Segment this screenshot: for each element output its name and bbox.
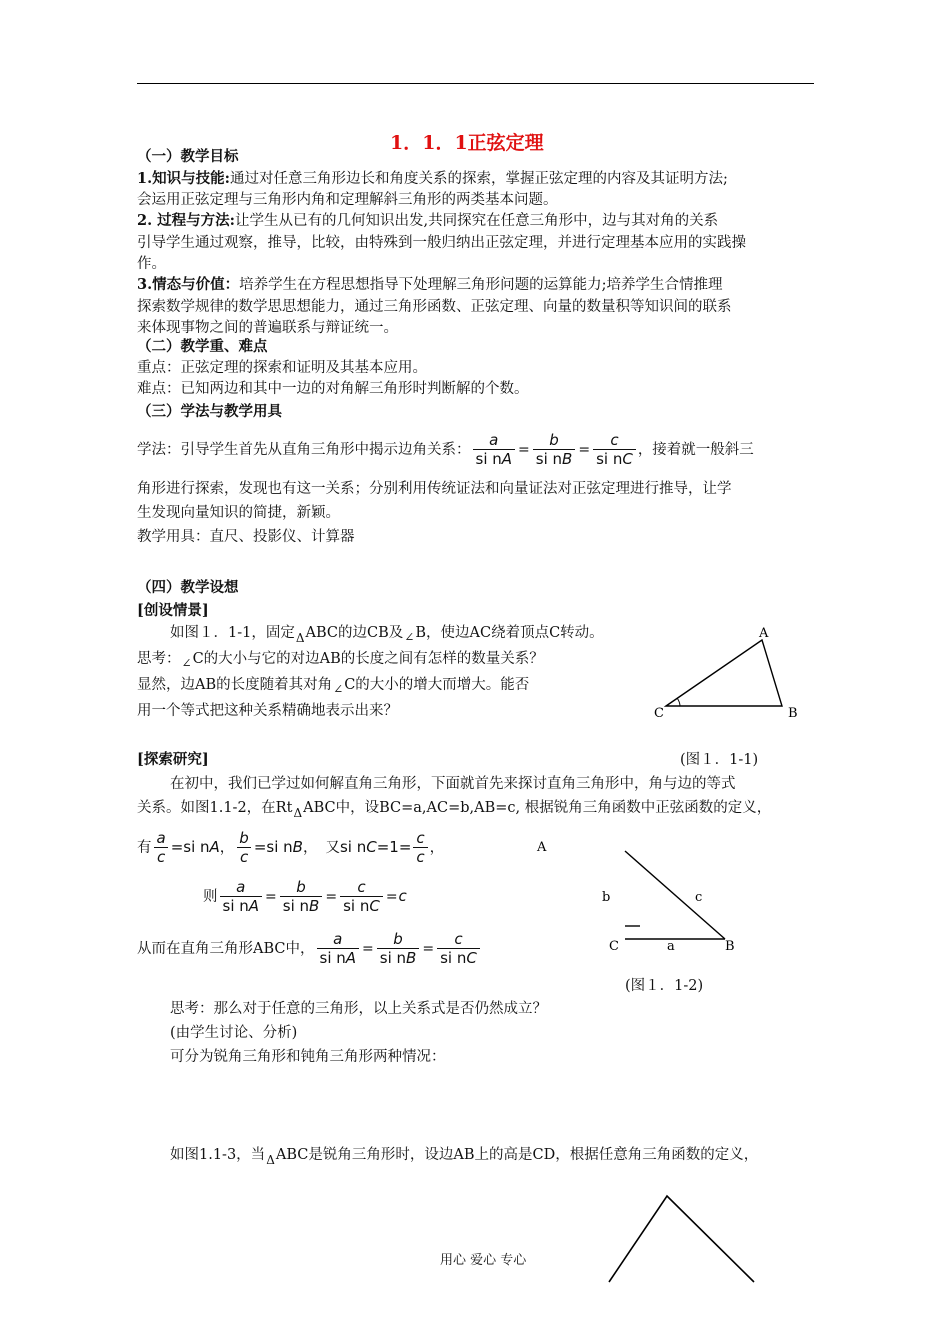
numerator: b	[549, 431, 559, 449]
process-text1: 让学生从已有的几何知识出发,共同探究在任意三角形中，边与其对角的关系	[235, 213, 719, 229]
method-pre: 学法：引导学生首先从直角三角形中揭示边角关系：	[137, 442, 471, 458]
numerator: c	[357, 878, 366, 896]
explore-text: ABC中，设BC=a,AC=b,AB=c, 根据锐角三角函数中正弦函数的定义，	[303, 800, 772, 816]
fraction-b-sinB	[280, 879, 323, 915]
scene-text: C的大小与它的对边AB的长度之间有怎样的数量关系？	[192, 651, 544, 667]
figure-1-2	[530, 836, 760, 966]
method-post: ，接着就一般斜三	[637, 442, 754, 458]
footer-text: 用心 爱心 专心	[440, 1253, 527, 1268]
side-c-label: c	[695, 890, 703, 905]
think-line: 思考：那么对于任意的三角形，以上关系式是否仍然成立？	[170, 1001, 547, 1017]
scene-text: 显然，边AB的长度随着其对角	[137, 677, 333, 693]
then-line	[203, 876, 407, 917]
emotion-line3: 来体现事物之间的普遍联系与辩证统一。	[137, 320, 398, 336]
numerator: b	[239, 829, 249, 847]
denominator: si nB	[280, 896, 323, 915]
equals: =	[362, 941, 374, 957]
difficulty: 难点：已知两边和其中一边的对角解三角形时判断解的个数。	[137, 381, 529, 397]
sin-b-expr: =si nB	[253, 838, 303, 856]
fraction-a-c	[154, 830, 169, 866]
cases-line: 可分为锐角三角形和钝角三角形两种情况：	[170, 1049, 446, 1065]
scene-text: 思考：	[137, 651, 181, 667]
sec3-heading: （三）学法与教学用具	[137, 403, 282, 420]
process-line2: 引导学生通过观察，推导，比较，由特殊到一般归纳出正弦定理，并进行定理基本应用的实践操	[137, 235, 746, 251]
fig3-line	[170, 1144, 758, 1166]
fraction-b-sinB	[533, 432, 576, 468]
relation-line	[137, 827, 444, 868]
denominator: si nC	[593, 449, 636, 468]
fig3-text: 如图1.1-3，当	[170, 1147, 266, 1163]
sec2-heading: （二）教学重、难点	[137, 338, 268, 355]
fraction-a-sinA	[317, 931, 360, 967]
explore-line1: 在初中，我们已学过如何解直角三角形，下面就首先来探讨直角三角形中，角与边的等式	[170, 776, 736, 792]
emotion-line2: 探索数学规律的数学思思想能力，通过三角形函数、正弦定理、向量的数量积等知识间的联系	[137, 299, 732, 315]
fraction-c-sinC	[437, 931, 480, 967]
numerator: c	[610, 431, 619, 449]
knowledge-text1: 通过对任意三角形边长和角度关系的探索，掌握正弦定理的内容及其证明方法;	[230, 171, 728, 187]
knowledge-line2: 会运用正弦定理与三角形内角和定理解斜三角形的两类基本问题。	[137, 192, 558, 208]
you-text: 又	[325, 840, 340, 856]
sec1-heading: （一）教学目标	[137, 148, 239, 165]
scene-text: ABC的边CB及	[305, 625, 404, 641]
denominator: si nB	[533, 449, 576, 468]
scene-heading: [创设情景]	[137, 602, 209, 619]
denominator: si nA	[317, 948, 360, 967]
discuss-line: (由学生讨论、分析)	[170, 1025, 298, 1041]
numerator: a	[156, 829, 166, 847]
denominator: c	[413, 847, 427, 866]
conclusion-line	[137, 929, 482, 969]
angle-symbol: ∠	[404, 630, 415, 644]
scene-text: 如图１．1-1，固定	[170, 625, 295, 641]
numerator: c	[454, 930, 463, 948]
process-line3: 作。	[137, 256, 166, 272]
vertex-b-label: B	[725, 939, 735, 954]
c-value: c	[398, 887, 407, 905]
acute-triangle-top	[609, 1196, 754, 1282]
explore-heading: [探索研究]	[137, 751, 209, 768]
angle-symbol: ∠	[181, 656, 192, 670]
process-line1	[137, 210, 718, 232]
emotion-label: 3.情态与价值：	[137, 276, 240, 293]
fraction-a-sinA	[220, 879, 263, 915]
figure-1-1	[640, 620, 810, 730]
explore-line2	[137, 797, 771, 819]
process-label: 2. 过程与方法:	[137, 212, 236, 229]
denominator: si nA	[473, 449, 516, 468]
angle-symbol: ∠	[333, 682, 344, 696]
header-rule	[137, 83, 814, 84]
emotion-text1: 培养学生在方程思想指导下处理解三角形问题的运算能力;培养学生合情推理	[239, 277, 723, 293]
angle-c-arc	[677, 698, 680, 706]
denominator: si nC	[437, 948, 480, 967]
equals: =	[325, 889, 338, 905]
numerator: b	[393, 930, 403, 948]
then-text: 则	[203, 889, 218, 905]
numerator: a	[333, 930, 343, 948]
emotion-line1	[137, 274, 723, 296]
fig1-caption: (图１．1-1)	[680, 752, 759, 768]
denominator: c	[237, 847, 251, 866]
numerator: a	[489, 431, 499, 449]
fig2-caption: (图１．1-2)	[625, 978, 704, 994]
fraction-a-sinA	[473, 432, 516, 468]
fraction-b-c	[236, 830, 252, 866]
page-title: 1．1．1正弦定理	[390, 132, 544, 154]
triangle-symbol: Δ	[293, 806, 303, 820]
denominator: c	[154, 847, 168, 866]
equals: =	[422, 941, 435, 957]
knowledge-label: 1.知识与技能:	[137, 170, 230, 187]
figure-1-3	[600, 1190, 770, 1290]
knowledge-line1	[137, 168, 728, 190]
numerator: b	[296, 878, 306, 896]
numerator: c	[416, 829, 425, 847]
comma: ，	[302, 840, 318, 856]
explore-text: 关系。如图1.1-2，在Rt	[137, 800, 293, 816]
fig3-text: ABC是锐角三角形时，设边AB上的高是CD，根据任意角三角函数的定义，	[275, 1147, 759, 1163]
teaching-tools: 教学用具：直尺、投影仪、计算器	[137, 529, 355, 545]
method-line2: 角形进行探索，发现也有这一关系；分别利用传统证法和向量证法对正弦定理进行推导，让学	[137, 481, 732, 497]
scene-line1	[170, 622, 604, 644]
numerator: a	[236, 878, 246, 896]
side-a-label: a	[667, 939, 675, 954]
vertex-a-label: A	[537, 840, 547, 855]
scene-line4: 用一个等式把这种关系精确地表示出来？	[137, 703, 398, 719]
sin-c-expr: si nC=1=	[339, 838, 412, 856]
fraction-c-c	[413, 830, 427, 866]
equals: =	[518, 442, 530, 458]
denominator: si nB	[377, 948, 420, 967]
key-point: 重点：正弦定理的探索和证明及其基本应用。	[137, 360, 427, 376]
scene-text: C的大小的增大而增大。能否	[344, 677, 530, 693]
equals: =	[265, 889, 277, 905]
triangle-abc	[666, 640, 782, 706]
comma: ，	[219, 840, 235, 856]
have-text: 有	[137, 840, 152, 856]
vertex-a-label: A	[759, 626, 769, 641]
equals: =	[385, 889, 398, 905]
sec4-heading: （四）教学设想	[137, 579, 239, 596]
scene-line2	[137, 648, 544, 670]
denominator: si nA	[220, 896, 263, 915]
method-line3: 生发现向量知识的简捷，新颖。	[137, 505, 340, 521]
vertex-b-label: B	[788, 706, 798, 721]
comma: ，	[429, 840, 445, 856]
fraction-b-sinB	[377, 931, 420, 967]
conclusion-text: 从而在直角三角形ABC中，	[137, 941, 315, 957]
sin-a-expr: =si nA	[170, 838, 220, 856]
scene-text: B，使边AC绕着顶点C转动。	[415, 625, 604, 641]
vertex-c-label: C	[609, 939, 619, 954]
triangle-symbol: Δ	[295, 631, 305, 645]
equals: =	[578, 442, 591, 458]
vertex-c-label: C	[654, 706, 664, 721]
denominator: si nC	[340, 896, 383, 915]
triangle-symbol: Δ	[266, 1153, 275, 1167]
fraction-c-sinC	[593, 432, 636, 468]
method-line1	[137, 430, 754, 470]
side-b-label: b	[602, 890, 611, 905]
scene-line3	[137, 674, 529, 696]
fraction-c-sinC	[340, 879, 383, 915]
